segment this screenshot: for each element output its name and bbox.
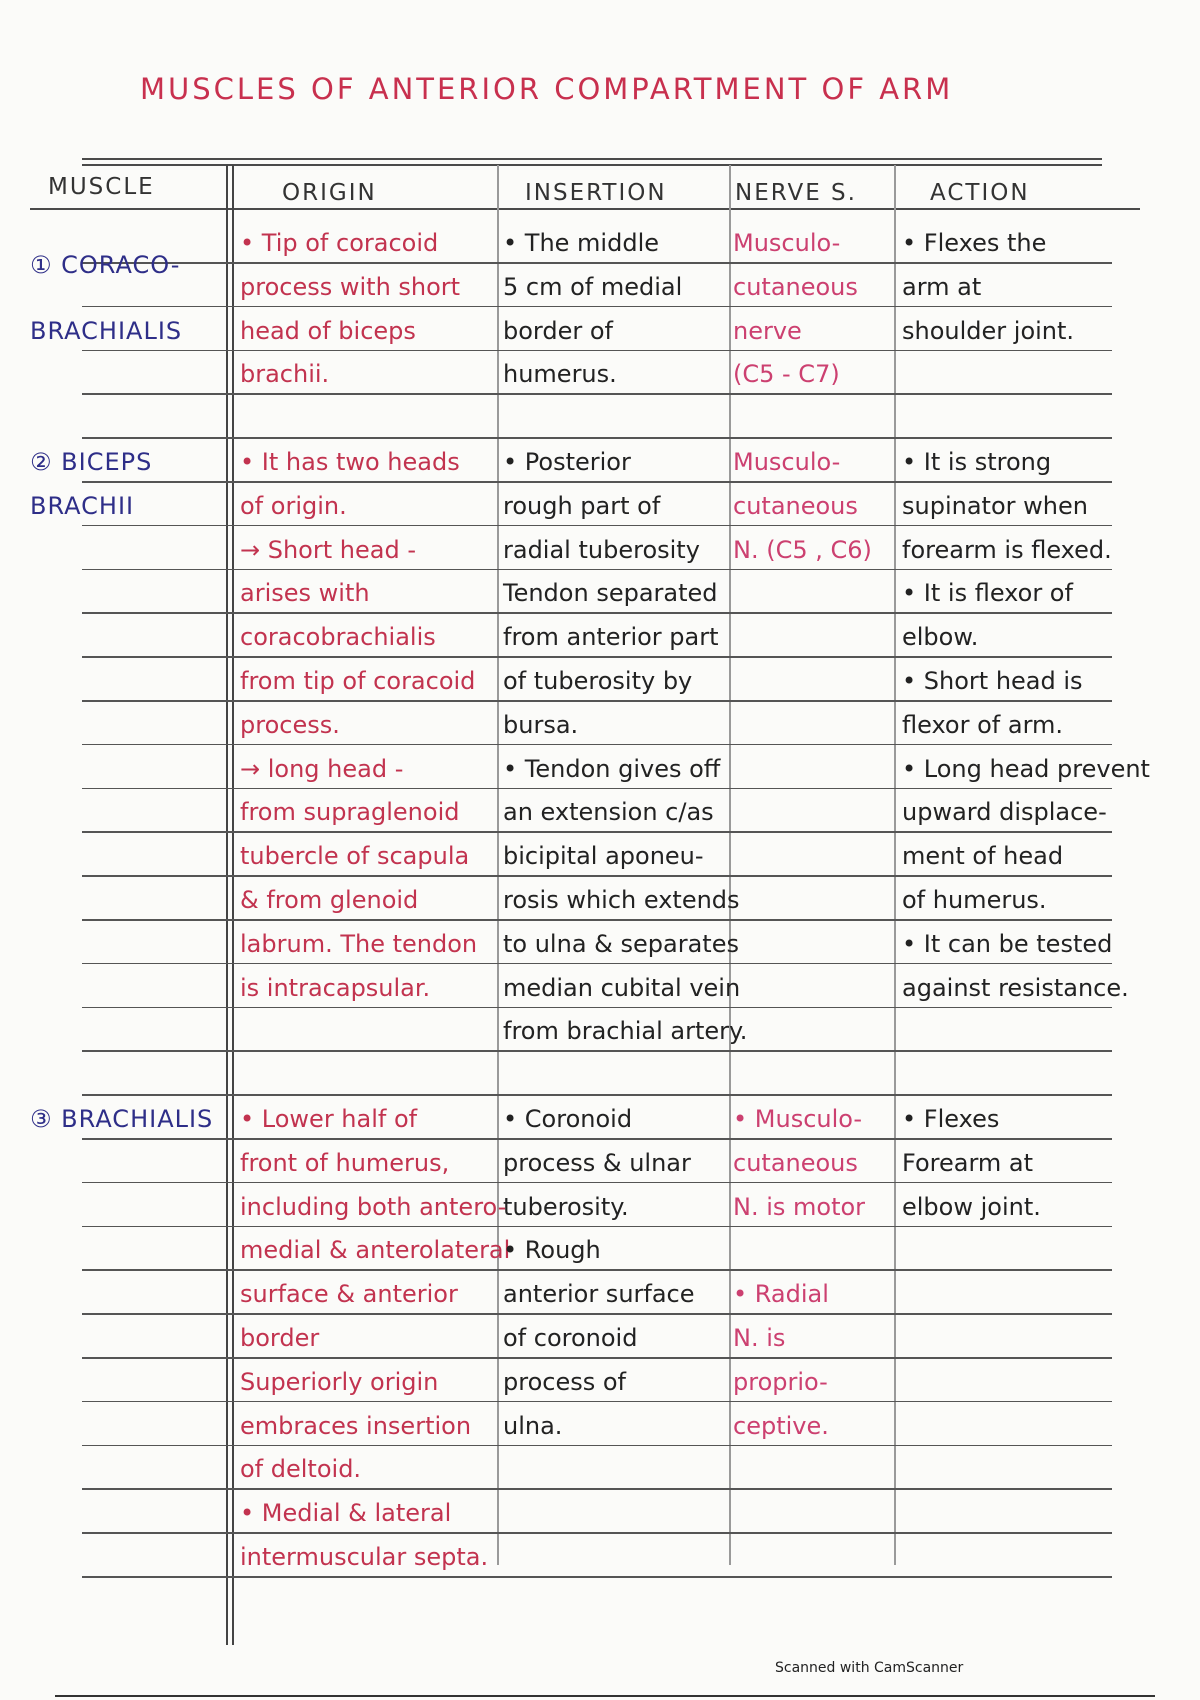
- ruled-line: [82, 1576, 1112, 1578]
- insertion-cell: rosis which extends: [503, 886, 740, 914]
- origin-cell: front of humerus,: [240, 1148, 450, 1177]
- ruled-line: [82, 1094, 1112, 1096]
- origin-cell: is intracapsular.: [240, 973, 431, 1002]
- action-cell: forearm is flexed.: [902, 535, 1112, 564]
- origin-cell: & from glenoid: [240, 886, 419, 914]
- ruled-line: [82, 1182, 1112, 1184]
- ruled-line: [82, 481, 1112, 483]
- ruled-line: [82, 437, 1112, 439]
- nerve-cell: Musculo-: [733, 229, 841, 257]
- origin-cell: → Short head -: [240, 535, 416, 564]
- insertion-cell: anterior surface: [503, 1280, 695, 1309]
- column-divider-origin: [497, 165, 499, 1565]
- action-cell: • Short head is: [902, 667, 1083, 695]
- scanner-watermark: Scanned with CamScanner: [775, 1660, 964, 1676]
- origin-cell: head of biceps: [240, 316, 416, 345]
- column-divider-muscle-2: [232, 165, 234, 1645]
- header-top-rule: [82, 158, 1102, 160]
- header-muscle: MUSCLE: [48, 174, 155, 200]
- insertion-cell: of coronoid: [503, 1324, 638, 1352]
- action-cell: against resistance.: [902, 973, 1129, 1002]
- ruled-line: [82, 306, 1112, 308]
- insertion-cell: • Posterior: [503, 448, 631, 476]
- ruled-line: [82, 1138, 1112, 1140]
- muscle-cell: ② BICEPS: [30, 448, 153, 476]
- action-cell: upward displace-: [902, 798, 1107, 827]
- action-cell: flexor of arm.: [902, 710, 1064, 739]
- header-bottom-rule: [30, 208, 1140, 210]
- ruled-line: [82, 1532, 1112, 1534]
- ruled-line: [82, 1445, 1112, 1447]
- action-cell: Forearm at: [902, 1148, 1034, 1177]
- ruled-line: [82, 744, 1112, 746]
- action-cell: elbow.: [902, 623, 979, 652]
- insertion-cell: • The middle: [503, 229, 659, 257]
- origin-cell: Superiorly origin: [240, 1367, 439, 1396]
- origin-cell: intermuscular septa.: [240, 1543, 489, 1571]
- ruled-line: [82, 963, 1112, 965]
- origin-cell: coracobrachialis: [240, 623, 436, 652]
- action-cell: • It is strong: [902, 448, 1052, 476]
- origin-cell: of deltoid.: [240, 1455, 362, 1484]
- page-title: MUSCLES OF ANTERIOR COMPARTMENT OF ARM: [140, 72, 954, 106]
- ruled-line: [82, 1357, 1112, 1359]
- origin-cell: including both antero-: [240, 1192, 507, 1221]
- insertion-cell: process & ulnar: [503, 1148, 691, 1177]
- insertion-cell: process of: [503, 1367, 626, 1396]
- muscle-cell: BRACHII: [30, 491, 135, 520]
- insertion-cell: rough part of: [503, 491, 661, 520]
- insertion-cell: • Rough: [503, 1236, 601, 1265]
- insertion-cell: of tuberosity by: [503, 667, 693, 695]
- action-cell: shoulder joint.: [902, 316, 1075, 345]
- muscle-cell: ③ BRACHIALIS: [30, 1105, 214, 1133]
- action-cell: • Flexes: [902, 1105, 1000, 1133]
- origin-cell: from supraglenoid: [240, 798, 460, 827]
- muscle-cell: BRACHIALIS: [30, 316, 183, 345]
- origin-cell: arises with: [240, 579, 370, 608]
- nerve-cell: ceptive.: [733, 1411, 829, 1440]
- ruled-line: [82, 875, 1112, 877]
- origin-cell: border: [240, 1324, 320, 1352]
- ruled-line: [82, 393, 1112, 395]
- nerve-cell: • Radial: [733, 1280, 829, 1309]
- ruled-line: [82, 569, 1112, 571]
- insertion-cell: humerus.: [503, 360, 617, 389]
- insertion-cell: • Coronoid: [503, 1105, 633, 1133]
- nerve-cell: N. (C5 , C6): [733, 535, 872, 564]
- insertion-cell: 5 cm of medial: [503, 272, 683, 301]
- nerve-cell: proprio-: [733, 1367, 828, 1396]
- ruled-line: [82, 612, 1112, 614]
- insertion-cell: bursa.: [503, 710, 579, 739]
- origin-cell: medial & anterolateral: [240, 1236, 511, 1265]
- nerve-cell: (C5 - C7): [733, 360, 840, 389]
- nerve-cell: • Musculo-: [733, 1105, 863, 1133]
- header-insertion: INSERTION: [525, 180, 667, 206]
- header-top-rule-2: [82, 164, 1102, 166]
- insertion-cell: tuberosity.: [503, 1192, 629, 1221]
- origin-cell: brachii.: [240, 360, 330, 389]
- nerve-cell: cutaneous: [733, 491, 858, 520]
- origin-cell: of origin.: [240, 491, 347, 520]
- nerve-cell: N. is: [733, 1324, 786, 1352]
- action-cell: ment of head: [902, 842, 1064, 871]
- origin-cell: process with short: [240, 272, 461, 301]
- insertion-cell: from brachial artery.: [503, 1017, 748, 1046]
- insertion-cell: radial tuberosity: [503, 535, 700, 564]
- action-cell: • It can be tested: [902, 929, 1113, 958]
- origin-cell: tubercle of scapula: [240, 842, 470, 871]
- ruled-line: [82, 262, 1112, 264]
- ruled-line: [82, 1401, 1112, 1403]
- insertion-cell: Tendon separated: [503, 579, 718, 608]
- insertion-cell: • Tendon gives off: [503, 754, 721, 783]
- ruled-line: [82, 656, 1112, 658]
- action-cell: • Long head prevent: [902, 754, 1150, 783]
- nerve-cell: cutaneous: [733, 1148, 858, 1177]
- origin-cell: • Medial & lateral: [240, 1499, 452, 1528]
- ruled-line: [82, 525, 1112, 527]
- ruled-line: [82, 1488, 1112, 1490]
- nerve-cell: Musculo-: [733, 448, 841, 476]
- origin-cell: from tip of coracoid: [240, 667, 476, 695]
- origin-cell: process.: [240, 710, 340, 739]
- muscle-cell: ① CORACO-: [30, 251, 181, 279]
- ruled-line: [82, 1007, 1112, 1009]
- action-cell: arm at: [902, 272, 982, 301]
- action-cell: • Flexes the: [902, 229, 1047, 257]
- page-bottom-rule: [55, 1695, 1155, 1697]
- ruled-line: [82, 1313, 1112, 1315]
- origin-cell: surface & anterior: [240, 1280, 458, 1309]
- action-cell: of humerus.: [902, 886, 1047, 914]
- ruled-line: [82, 831, 1112, 833]
- header-origin: ORIGIN: [282, 180, 377, 206]
- insertion-cell: border of: [503, 316, 613, 345]
- insertion-cell: bicipital aponeu-: [503, 842, 704, 871]
- column-divider-muscle: [226, 165, 228, 1645]
- ruled-line: [82, 1269, 1112, 1271]
- header-action: ACTION: [930, 180, 1030, 206]
- ruled-line: [82, 919, 1112, 921]
- insertion-cell: ulna.: [503, 1411, 563, 1440]
- ruled-line: [82, 1050, 1112, 1052]
- insertion-cell: to ulna & separates: [503, 929, 739, 958]
- action-cell: elbow joint.: [902, 1192, 1041, 1221]
- ruled-line: [82, 788, 1112, 790]
- origin-cell: • Tip of coracoid: [240, 229, 439, 257]
- nerve-cell: nerve: [733, 316, 802, 345]
- origin-cell: labrum. The tendon: [240, 929, 478, 958]
- column-divider-nerve: [894, 165, 896, 1565]
- column-divider-insertion: [729, 165, 731, 1565]
- ruled-line: [82, 700, 1112, 702]
- origin-cell: • It has two heads: [240, 448, 460, 476]
- action-cell: supinator when: [902, 491, 1088, 520]
- origin-cell: embraces insertion: [240, 1411, 472, 1440]
- ruled-line: [82, 350, 1112, 352]
- insertion-cell: from anterior part: [503, 623, 719, 652]
- origin-cell: → long head -: [240, 754, 404, 783]
- nerve-cell: cutaneous: [733, 272, 858, 301]
- action-cell: • It is flexor of: [902, 579, 1073, 608]
- insertion-cell: an extension c/as: [503, 798, 714, 827]
- ruled-line: [82, 1226, 1112, 1228]
- origin-cell: • Lower half of: [240, 1105, 418, 1133]
- header-nerves: NERVE S.: [735, 180, 857, 206]
- insertion-cell: median cubital vein: [503, 973, 741, 1002]
- nerve-cell: N. is motor: [733, 1192, 866, 1221]
